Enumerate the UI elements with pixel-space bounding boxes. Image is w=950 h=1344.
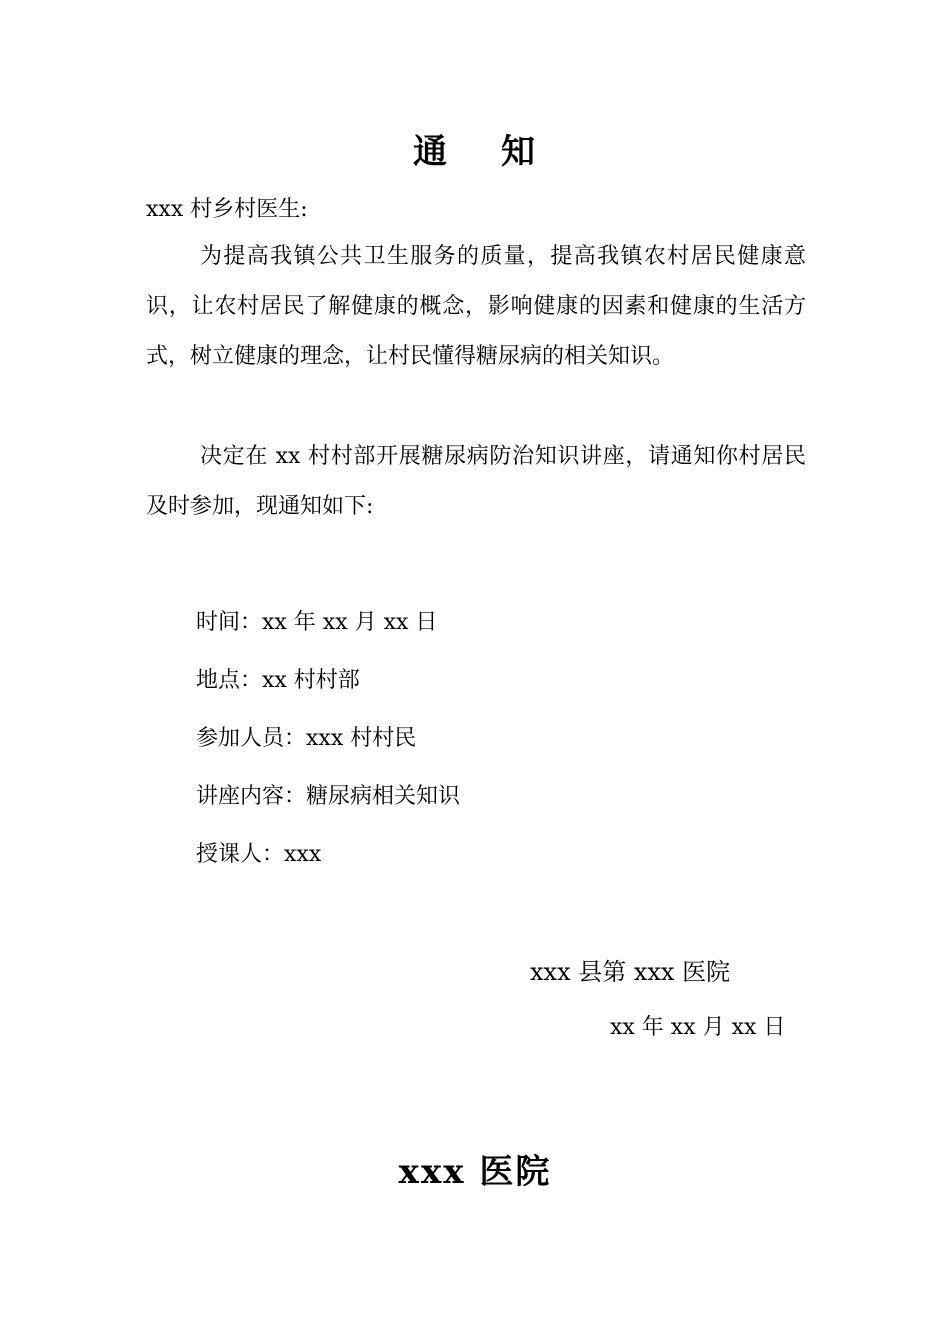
detail-content: 讲座内容：糖尿病相关知识 bbox=[196, 784, 461, 809]
salutation: xxx 村乡村医生: bbox=[146, 197, 308, 222]
notice-title bbox=[0, 124, 950, 173]
detail-location: 地点：xx 村村部 bbox=[196, 668, 360, 693]
detail-lecturer: 授课人：xxx bbox=[196, 842, 322, 867]
signature-date: xx 年 xx 月 xx 日 bbox=[610, 1015, 786, 1040]
body-paragraph-1: 为提高我镇公共卫生服务的质量，提高我镇农村居民健康意识，让农村居民了解健康的概念，影响健康的因素和健康的生活方式，树立健康的理念，让村民懂得糖尿病的相关知识。 bbox=[146, 244, 806, 369]
body-paragraph-2: 决定在 xx 村村部开展糖尿病防治知识讲座，请通知你村居民及时参加，现通知如下: bbox=[146, 444, 806, 519]
detail-attendees: 参加人员：xxx 村村民 bbox=[196, 726, 417, 751]
notice-title-part2: 知 bbox=[501, 132, 537, 172]
detail-time: 时间：xx 年 xx 月 xx 日 bbox=[196, 610, 438, 635]
signature-organization: xxx 县第 xxx 医院 bbox=[530, 958, 731, 986]
footer-organization: xxx 医院 bbox=[398, 1152, 552, 1192]
notice-title-part1: 通 bbox=[413, 132, 449, 172]
